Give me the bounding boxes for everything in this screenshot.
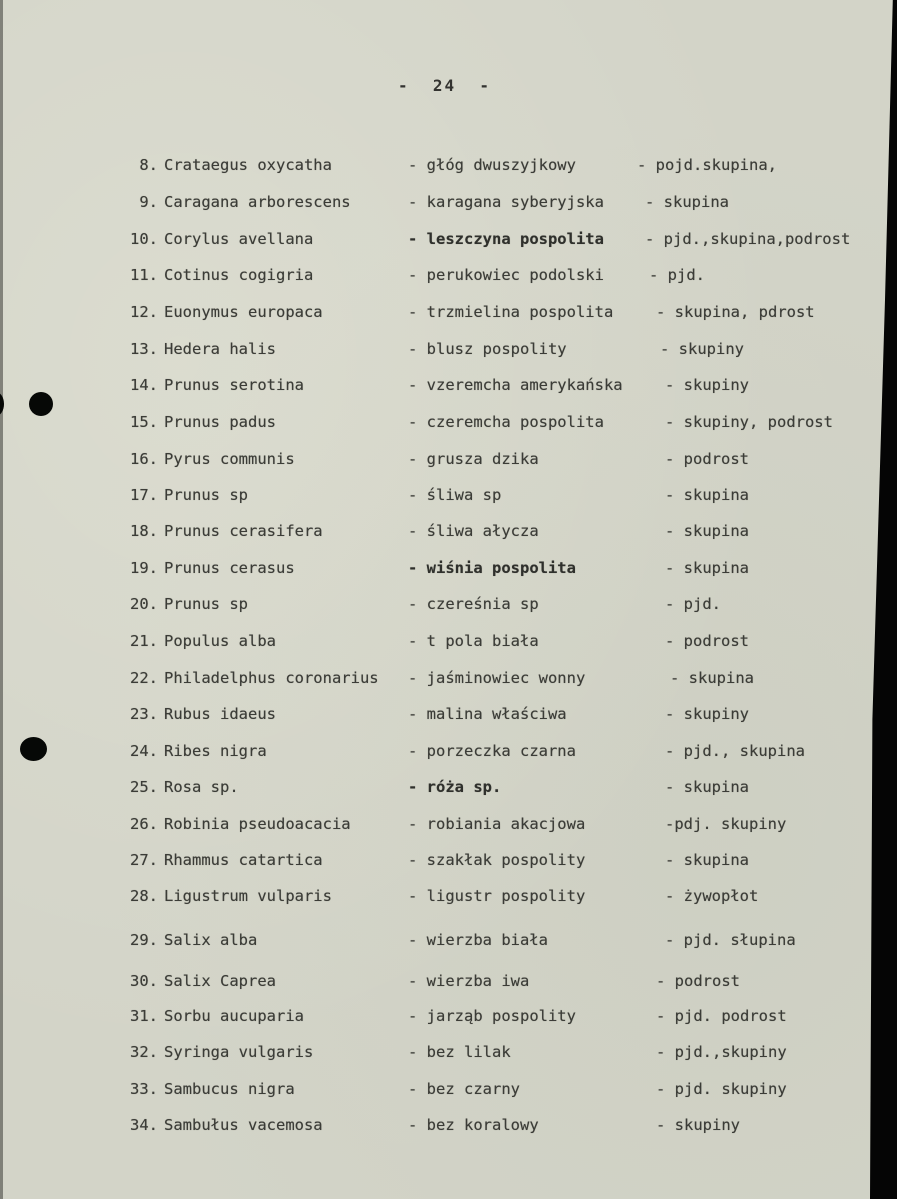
occurrence-form: - pojd.skupina, — [637, 156, 777, 174]
entry-number: 30. — [130, 972, 158, 990]
list-item — [0, 156, 897, 180]
entry-number: 28. — [130, 887, 158, 905]
occurrence-form: - pjd.,skupiny — [656, 1043, 787, 1061]
polish-name: - trzmielina pospolita — [408, 303, 614, 321]
list-item — [0, 522, 897, 546]
entry-number: 25. — [130, 778, 158, 796]
polish-name: - vzeremcha amerykańska — [408, 376, 623, 394]
entry-number: 20. — [130, 595, 158, 613]
entry-number: 29. — [130, 931, 158, 949]
occurrence-form: - pjd., skupina — [665, 742, 805, 760]
polish-name: - czereśnia sp — [408, 595, 539, 613]
latin-name: Ribes nigra — [164, 742, 267, 760]
latin-name: Rubus idaeus — [164, 705, 276, 723]
list-item — [0, 230, 897, 254]
entry-number: 11. — [130, 266, 158, 284]
entry-number: 15. — [130, 413, 158, 431]
latin-name: Euonymus europaca — [164, 303, 323, 321]
occurrence-form: - żywopłot — [665, 887, 759, 905]
occurrence-form: - skupiny — [660, 340, 744, 358]
list-item — [0, 778, 897, 802]
polish-name: - bez koralowy — [408, 1116, 539, 1134]
occurrence-form: - skupina, pdrost — [656, 303, 815, 321]
occurrence-form: - pjd. słupina — [665, 931, 796, 949]
polish-name: - perukowiec podolski — [408, 266, 604, 284]
polish-name: - jaśminowiec wonny — [408, 669, 586, 687]
latin-name: Salix Caprea — [164, 972, 276, 990]
polish-name: - leszczyna pospolita — [408, 230, 604, 248]
latin-name: Hedera halis — [164, 340, 276, 358]
occurrence-form: - skupina — [645, 193, 729, 211]
occurrence-form: - podrost — [656, 972, 740, 990]
entry-number: 22. — [130, 669, 158, 687]
list-item — [0, 1116, 897, 1140]
list-item — [0, 1007, 897, 1031]
latin-name: Prunus serotina — [164, 376, 304, 394]
latin-name: Prunus padus — [164, 413, 276, 431]
occurrence-form: - skupina — [665, 522, 749, 540]
list-item — [0, 887, 897, 911]
polish-name: - porzeczka czarna — [408, 742, 576, 760]
latin-name: Rhammus catartica — [164, 851, 323, 869]
polish-name: - jarząb pospolity — [408, 1007, 576, 1025]
polish-name: - wierzba biała — [408, 931, 548, 949]
entry-number: 26. — [130, 815, 158, 833]
polish-name: - róża sp. — [408, 778, 502, 796]
entry-number: 23. — [130, 705, 158, 723]
entry-number: 10. — [130, 230, 158, 248]
list-item — [0, 851, 897, 875]
list-item — [0, 266, 897, 290]
latin-name: Corylus avellana — [164, 230, 314, 248]
polish-name: - t pola biała — [408, 632, 539, 650]
latin-name: Prunus sp — [164, 486, 248, 504]
list-item — [0, 486, 897, 510]
list-item — [0, 1080, 897, 1104]
list-item — [0, 815, 897, 839]
occurrence-form: - skupina — [665, 851, 749, 869]
occurrence-form: - skupiny — [665, 705, 749, 723]
occurrence-form: - pjd. skupiny — [656, 1080, 787, 1098]
polish-name: - wiśnia pospolita — [408, 559, 576, 577]
occurrence-form: - skupina — [665, 559, 749, 577]
latin-name: Ligustrum vulparis — [164, 887, 332, 905]
latin-name: Robinia pseudoacacia — [164, 815, 351, 833]
entry-number: 21. — [130, 632, 158, 650]
list-item — [0, 705, 897, 729]
occurrence-form: - skupina — [665, 486, 749, 504]
list-item — [0, 450, 897, 474]
occurrence-form: -pdj. skupiny — [665, 815, 787, 833]
latin-name: Sambucus nigra — [164, 1080, 295, 1098]
latin-name: Syringa vulgaris — [164, 1043, 314, 1061]
entry-number: 19. — [130, 559, 158, 577]
polish-name: - głóg dwuszyjkowy — [408, 156, 576, 174]
list-item — [0, 303, 897, 327]
latin-name: Salix alba — [164, 931, 258, 949]
entry-number: 18. — [130, 522, 158, 540]
entry-number: 17. — [130, 486, 158, 504]
latin-name: Crataegus oxycatha — [164, 156, 332, 174]
polish-name: - ligustr pospolity — [408, 887, 586, 905]
occurrence-form: - pjd. — [649, 266, 705, 284]
polish-name: - bez lilak — [408, 1043, 511, 1061]
entry-number: 16. — [130, 450, 158, 468]
entry-number: 34. — [130, 1116, 158, 1134]
polish-name: - śliwa ałycza — [408, 522, 539, 540]
latin-name: Rosa sp. — [164, 778, 239, 796]
latin-name: Caragana arborescens — [164, 193, 351, 211]
polish-name: - śliwa sp — [408, 486, 502, 504]
polish-name: - czeremcha pospolita — [408, 413, 604, 431]
list-item — [0, 632, 897, 656]
latin-name: Philadelphus coronarius — [164, 669, 379, 687]
occurrence-form: - skupina — [670, 669, 754, 687]
polish-name: - szakłak pospolity — [408, 851, 586, 869]
entry-number: 32. — [130, 1043, 158, 1061]
occurrence-form: - skupiny — [656, 1116, 740, 1134]
occurrence-form: - pjd.,skupina,podrost — [645, 230, 851, 248]
page-number: - 24 - — [398, 76, 492, 95]
latin-name: Prunus sp — [164, 595, 248, 613]
occurrence-form: - pjd. podrost — [656, 1007, 787, 1025]
entry-number: 13. — [130, 340, 158, 358]
entry-number: 9. — [139, 193, 158, 211]
list-item — [0, 595, 897, 619]
occurrence-form: - skupiny, podrost — [665, 413, 833, 431]
occurrence-form: - pjd. — [665, 595, 721, 613]
latin-name: Populus alba — [164, 632, 276, 650]
occurrence-form: - skupiny — [665, 376, 749, 394]
latin-name: Prunus cerasifera — [164, 522, 323, 540]
polish-name: - malina właściwa — [408, 705, 567, 723]
latin-name: Sorbu aucuparia — [164, 1007, 304, 1025]
polish-name: - blusz pospolity — [408, 340, 567, 358]
entry-number: 8. — [139, 156, 158, 174]
entry-number: 33. — [130, 1080, 158, 1098]
polish-name: - karagana syberyjska — [408, 193, 604, 211]
entry-number: 14. — [130, 376, 158, 394]
list-item — [0, 742, 897, 766]
occurrence-form: - skupina — [665, 778, 749, 796]
polish-name: - bez czarny — [408, 1080, 520, 1098]
entry-number: 31. — [130, 1007, 158, 1025]
list-item — [0, 1043, 897, 1067]
list-item — [0, 559, 897, 583]
list-item — [0, 972, 897, 996]
latin-name: Sambułus vacemosa — [164, 1116, 323, 1134]
latin-name: Cotinus cogigria — [164, 266, 314, 284]
latin-name: Prunus cerasus — [164, 559, 295, 577]
list-item — [0, 413, 897, 437]
entry-number: 12. — [130, 303, 158, 321]
list-item — [0, 931, 897, 955]
entry-number: 24. — [130, 742, 158, 760]
list-item — [0, 193, 897, 217]
occurrence-form: - podrost — [665, 632, 749, 650]
entry-number: 27. — [130, 851, 158, 869]
polish-name: - wierzba iwa — [408, 972, 530, 990]
list-item — [0, 376, 897, 400]
polish-name: - grusza dzika — [408, 450, 539, 468]
list-item — [0, 669, 897, 693]
occurrence-form: - podrost — [665, 450, 749, 468]
list-item — [0, 340, 897, 364]
polish-name: - robiania akacjowa — [408, 815, 586, 833]
latin-name: Pyrus communis — [164, 450, 295, 468]
